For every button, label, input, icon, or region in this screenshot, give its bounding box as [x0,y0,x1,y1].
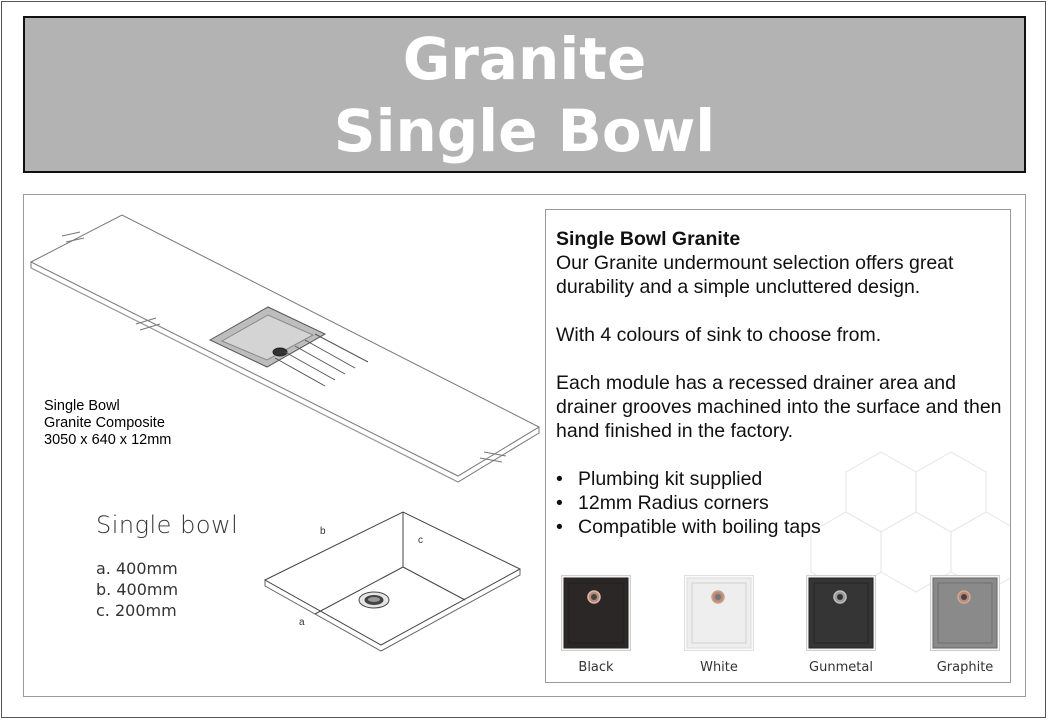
swatch-label-graphite: Graphite [936,660,994,675]
info-intro: Our Granite undermount selection offers great durability and a simple uncluttered design. [556,252,954,298]
dimension-a: a. 400mm [96,559,178,578]
spec-name: Single Bowl [44,398,120,414]
info-module-text: Each module has a recessed drainer area and drainer grooves machined into the surface and then hand finished in the factory. [556,372,1002,442]
title-line-1: Granite [402,24,647,93]
dimension-b: b. 400mm [96,580,179,599]
feature-item: • Plumbing kit supplied [556,467,1006,491]
info-text [556,227,1006,539]
swatch-black [561,575,631,651]
title-line-2: Single Bowl [333,96,716,165]
swatch-label-black: Black [578,660,614,675]
feature-item: • Compatible with boiling taps [556,515,1006,539]
dimension-c: c. 200mm [96,601,177,620]
dimension-letter-c: c [418,535,423,546]
sink-dimension-drawing [265,512,520,651]
swatch-label-gunmetal: Gunmetal [809,660,873,675]
dimension-letter-b: b [320,526,326,537]
swatch-white [684,575,754,651]
spec-block [44,398,171,449]
dimensions-list [96,558,178,621]
swatch-graphite [930,575,1000,651]
dimensions-title: Single bowl [96,511,239,539]
feature-list [556,467,1006,539]
spec-material: Granite Composite [44,415,165,431]
swatch-gunmetal [806,575,876,651]
swatch-label-white: White [700,660,738,675]
info-colours-line: With 4 colours of sink to choose from. [556,324,882,346]
spec-size: 3050 x 640 x 12mm [44,432,172,448]
info-heading: Single Bowl Granite [556,228,741,250]
feature-item: • 12mm Radius corners [556,491,1006,515]
dimension-letter-a: a [299,617,305,628]
